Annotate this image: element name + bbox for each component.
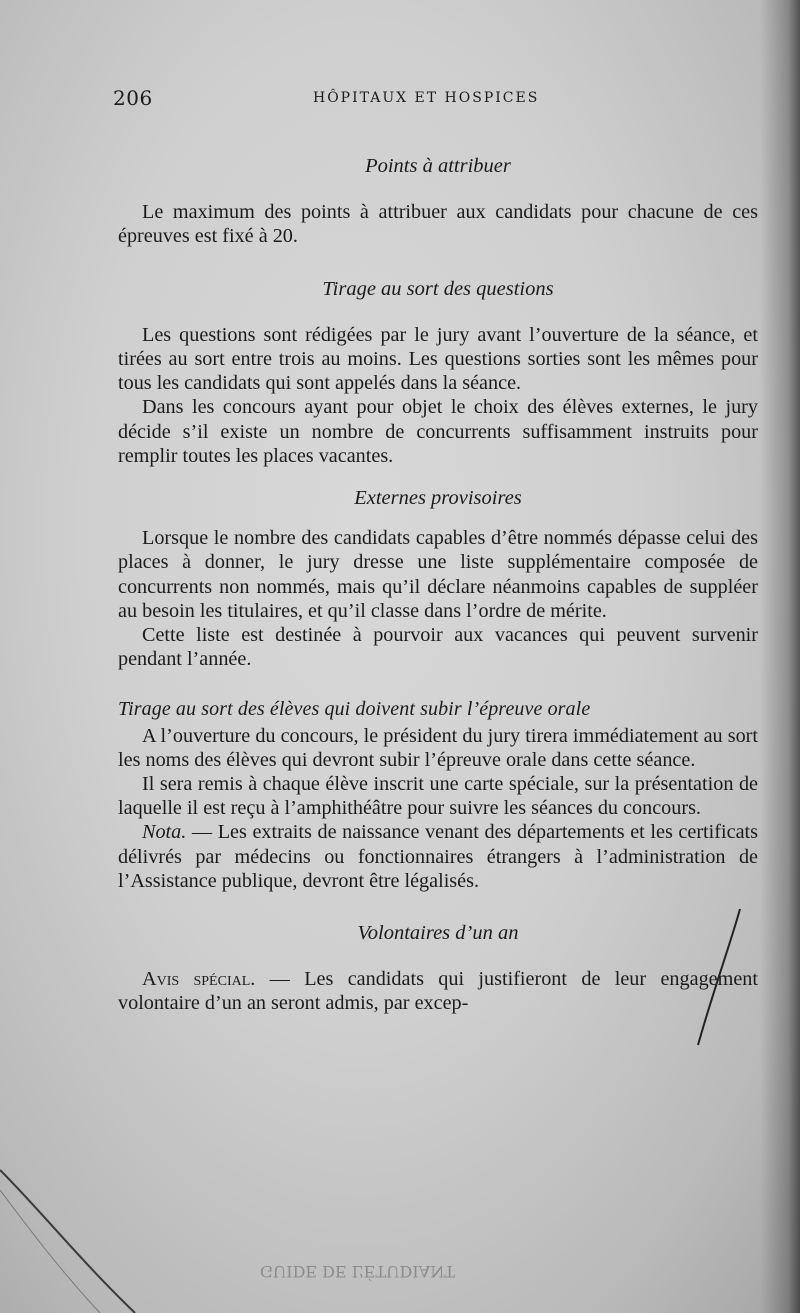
paper-crease	[0, 1150, 140, 1313]
page-number: 206	[113, 86, 153, 110]
nota-text: — Les extraits de naissance venant des départements et les certificats délivrés par médecins ou fonctionnaires étrangers à l’administration de l’Assistance publique, devront être légalisés.	[118, 821, 758, 892]
paragraph-externes-1: Lorsque le nombre des candidats capables d’être nommés dépasse celui des places à donner, le jury dresse une liste supplémentaire composée de concurrents non nommés, mais qu’il déclare néanmoins capables de suppléer au besoin les titulaires, et qu’il classe dans l’ordre de mérite.	[118, 527, 758, 622]
paragraph-oral-2: Il sera remis à chaque élève inscrit une carte spéciale, sur la présentation de laquelle il est reçu à l’amphithéâtre pour suivre les séances du concours.	[118, 773, 758, 820]
section-title-oral: Tirage au sort des élèves qui doivent subir l’épreuve orale	[118, 698, 591, 721]
bleed-through-footer: GUIDE DE L’ÉTUDIANT	[260, 1262, 455, 1281]
page-header	[113, 86, 753, 110]
nota-label: Nota.	[142, 821, 187, 844]
paragraph-oral-1: A l’ouverture du concours, le président du jury tirera immédiatement au sort les noms des élèves qui devront subir l’épreuve orale dans cette séance.	[118, 724, 758, 771]
pen-stroke-mark	[660, 905, 750, 1055]
section-title-tirage: Tirage au sort des questions	[322, 277, 554, 300]
section-title-volontaires: Volontaires d’un an	[357, 922, 519, 945]
section-title-points: Points à attribuer	[365, 155, 511, 177]
avis-text: — Les candidats qui justifieront de leur engagement volontaire d’un an seront admis, par excep-	[118, 968, 758, 1015]
paragraph-points-1: Le maximum des points à attribuer aux candidats pour chacune de ces épreuves est fixé à 20.	[118, 201, 758, 248]
paragraph-tirage-2: Dans les concours ayant pour objet le choix des élèves externes, le jury décide s’il existe un nombre de concurrents suffisamment instruits pour remplir toutes les places vacantes.	[118, 396, 758, 467]
avis-label: Avis spécial.	[142, 968, 256, 991]
paragraph-nota	[118, 820, 758, 893]
body-text	[118, 154, 758, 1016]
running-head: HÔPITAUX ET HOSPICES	[313, 90, 540, 106]
section-title-externes: Externes provisoires	[354, 487, 522, 510]
paragraph-externes-2: Cette liste est destinée à pourvoir aux vacances qui peuvent survenir pendant l’année.	[118, 624, 758, 671]
paragraph-tirage-1: Les questions sont rédigées par le jury avant l’ouverture de la séance, et tirées au sort entre trois au moins. Les questions sorties sont les mêmes pour tous les candidats qui sont appelés dans la séance.	[118, 323, 758, 395]
